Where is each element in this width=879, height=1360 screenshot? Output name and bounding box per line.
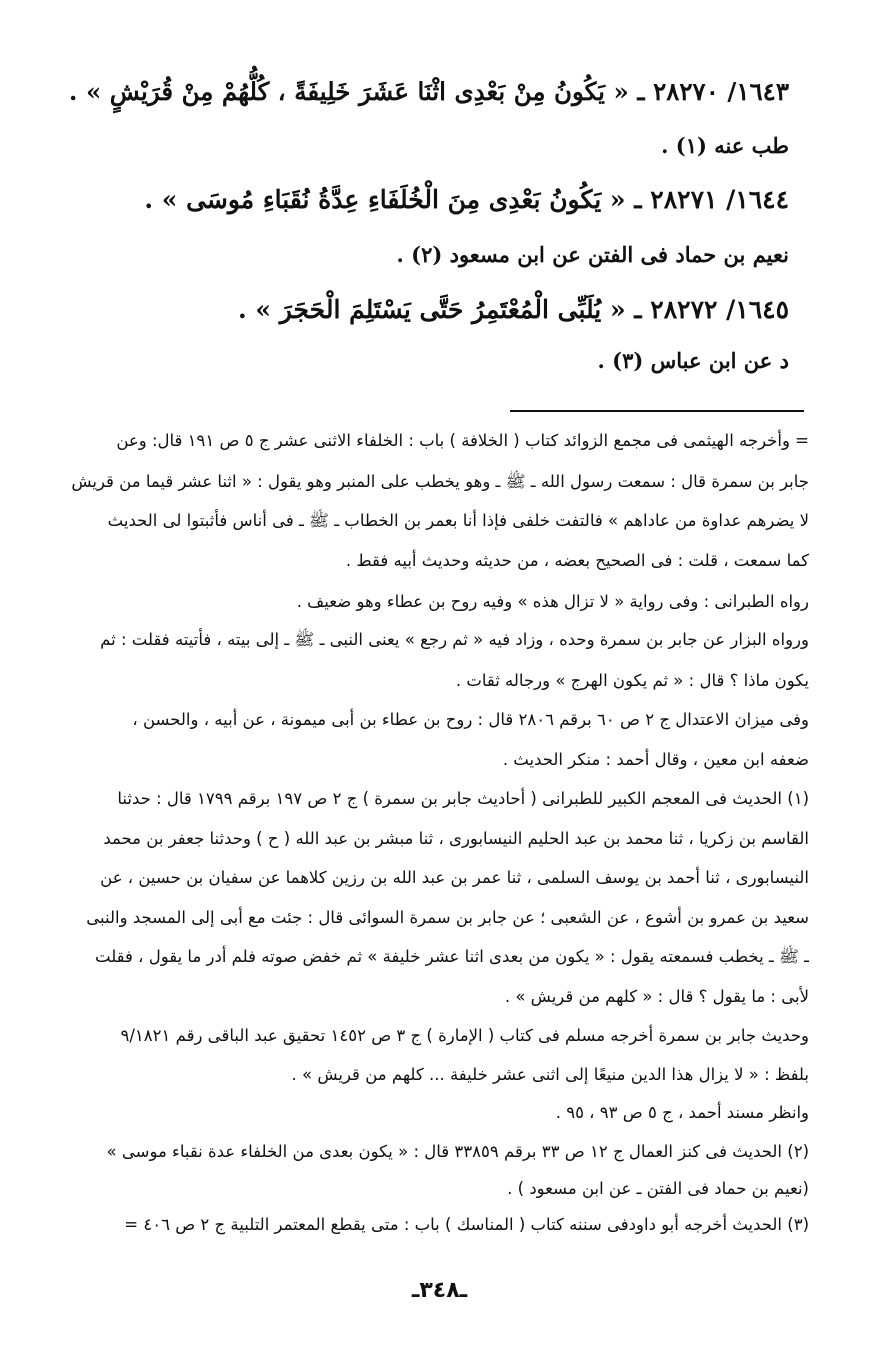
footnote-line: وحديث جابر بن سمرة أخرجه مسلم فى كتاب ( الإمارة ) ج ٣ ص ١٤٥٢ تحقيق عبد الباقى رقم ٩/١٨٢١ [120,1026,809,1045]
footnote-line: كما سمعت ، قلت : فى الصحيح بعضه ، من حديثه وحديث أبيه فقط . [345,551,809,570]
footnote-line: رواه الطبرانى : وفى رواية « لا تزال هذه » وفيه روح بن عطاء وهو ضعيف . [296,592,809,611]
footnote-line: = وأخرجه الهيثمى فى مجمع الزوائد كتاب ( الخلافة ) باب : الخلفاء الاثنى عشر ج ٥ ص ١٩١ قال: وعن [116,431,809,450]
footnote-line: (٣) الحديث أخرجه أبو داودفى سننه كتاب ( المناسك ) باب : متى يقطع المعتمر التلبية ج ٢ ص ٤٠٦ = [124,1215,809,1234]
footnote-line: جابر بن سمرة قال : سمعت رسول الله ـ ﷺ ـ وهو يخطب على المنبر وهو يقول : « اثنا عشر قيما من قريش [71,472,809,491]
hadith-entry-1643: ١٦٤٣/ ٢٨٢٧٠ ـ « يَكُونُ مِنْ بَعْدِى اثْنَا عَشَرَ خَلِيفَةً ، كُلُّهُمْ مِنْ قُرَيْشٍ » . [68,77,789,106]
footnote-line: بلفظ : « لا يزال هذا الدين منيعًا إلى اثنى عشر خليفة ... كلهم من قريش » . [291,1065,809,1084]
footnote-line: ضعفه ابن معين ، وقال أحمد : منكر الحديث . [502,750,809,769]
footnote-line: (١) الحديث فى المعجم الكبير للطبرانى ( أحاديث جابر بن سمرة ) ج ٢ ص ١٩٧ برقم ١٧٩٩ قال : حدثنا [117,789,809,808]
page-number: ـ٣٤٨ـ [411,1278,468,1303]
footnote-line: وانظر مسند أحمد ، ج ٥ ص ٩٣ ، ٩٥ . [555,1103,809,1122]
hadith-source-1645: د عن ابن عباس (٣) . [597,348,789,373]
footnote-line: ـ ﷺ ـ يخطب فسمعته يقول : « يكون من بعدى اثنا عشر خليفة » ثم خفض صوته فلم أدر ما يقول ، فقلت [95,947,809,966]
hadith-source-1644: نعيم بن حماد فى الفتن عن ابن مسعود (٢) . [396,242,789,267]
footnote-line: يكون ماذا ؟ قال : « ثم يكون الهرج » ورجاله ثقات . [455,671,809,690]
hadith-entry-1644: ١٦٤٤/ ٢٨٢٧١ ـ « يَكُونُ بَعْدِى مِنَ الْخُلَفَاءِ عِدَّةُ نُقَبَاءِ مُوسَى » . [144,185,789,214]
footnote-line: سعيد بن عمرو بن أشوع ، عن الشعبى ؛ عن جابر بن سمرة السوائى قال : جئت مع أبى إلى المسجد والنبى [86,908,809,927]
footnote-line: (٢) الحديث فى كنز العمال ج ١٢ ص ٣٣ برقم ٣٣٨٥٩ قال : « يكون بعدى من الخلفاء عدة نقباء موسى » [106,1142,809,1161]
footnote-line: لأبى : ما يقول ؟ قال : « كلهم من قريش » . [504,987,809,1006]
footnote-line: وفى ميزان الاعتدال ج ٢ ص ٦٠ برقم ٢٨٠٦ قال : روح بن عطاء بن أبى ميمونة ، عن أبيه ، والحسن ، [132,710,809,729]
footnote-separator [510,410,804,412]
hadith-source-1643: طب عنه (١) . [661,133,789,158]
footnote-line: النيسابورى ، ثنا أحمد بن يوسف السلمى ، ثنا عمر بن عبد الله بن رزين كلاهما عن سفيان بن حسين ، عن [100,868,809,887]
hadith-entry-1645: ١٦٤٥/ ٢٨٢٧٢ ـ « يُلَبِّى الْمُعْتَمِرُ حَتَّى يَسْتَلِمَ الْحَجَرَ » . [238,295,789,324]
footnote-line: لا يضرهم عداوة من عاداهم » فالتفت خلفى فإذا أنا بعمر بن الخطاب ـ ﷺ ـ فى أناس فأثبتوا لى الحديث [107,511,809,530]
footnote-line: (نعيم بن حماد فى الفتن ـ عن ابن مسعود ) . [507,1179,809,1198]
footnote-line: القاسم بن زكريا ، ثنا محمد بن عبد الحليم النيسابورى ، ثنا مبشر بن عبد الله ( ح ) وحدثنا جعفر بن محمد [103,829,809,848]
footnote-line: ورواه البزار عن جابر بن سمرة وحده ، وزاد فيه « ثم رجع » يعنى النبى ـ ﷺ ـ إلى بيته ، فأتيته فقلت : ثم [100,630,809,649]
